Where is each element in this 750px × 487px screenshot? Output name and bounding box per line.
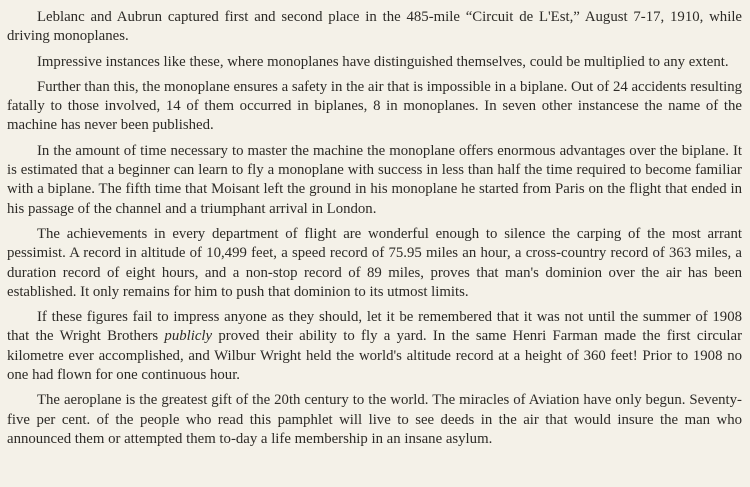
- paragraph-safety: Further than this, the monoplane ensures a safety in the air that is impossible in a biplane. Out of 24 accidents resulting fatally to those involved, 14 of them occurred in biplanes, 8 in monoplanes. In seven other instancese the name of the machine has never been published.: [7, 78, 742, 134]
- paragraph-wright-after: proved their ability to fly a yard. In the same Henri Farman made the first circular kilometre ever accomplished, and Wilbur Wright held the world's altitude record at a height of 360 feet! Prior to 1908 no one had flown for one continuous hour.: [7, 328, 742, 384]
- emphasis-publicly: publicly: [164, 328, 213, 345]
- paragraph-achievements: The achievements in every department of flight are wonderful enough to silence the carping of the most arrant pessimist. A record in altitude of 10,499 feet, a speed record of 75.95 miles an hour, a cross-country record of 363 miles, a duration record of eight hours, and a non-stop record of 89 miles, proves that man's dominion over the air has been established. It only remains for him to push that dominion to its utmost limits.: [7, 225, 742, 300]
- paragraph-impressive-instances: Impressive instances like these, where monoplanes have distinguished themselves, could be multiplied to any extent.: [37, 53, 729, 70]
- paragraph-wright-brothers: [7, 308, 742, 385]
- paragraph-wright-before: If these figures fail to impress anyone as they should, let it be remembered that it was not until the summer of 1908 that the Wright Brothers: [7, 309, 742, 345]
- paragraph-circuit-de-lest: Leblanc and Aubrun captured first and second place in the 485-mile “Circuit de L'Est,” August 7-17, 1910, while driving monoplanes.: [7, 9, 742, 45]
- paragraph-learning-time: In the amount of time necessary to master the machine the monoplane offers enormous advantages over the biplane. It is estimated that a beginner can learn to fly a monoplane with success in less than half the time required to become familiar with a biplane. The fifth time that Moisant left the ground in his monoplane he started from Paris on the flight that ended in his passage of the channel and a triumphant arrival in London.: [7, 142, 742, 217]
- paragraph-greatest-gift: The aeroplane is the greatest gift of the 20th century to the world. The miracles of Aviation have only begun. Seventy-five per cent. of the people who read this pamphlet will live to see deeds in the air that would insure the man who announced them or attempted them to-day a life membership in an insane asylum.: [7, 392, 742, 447]
